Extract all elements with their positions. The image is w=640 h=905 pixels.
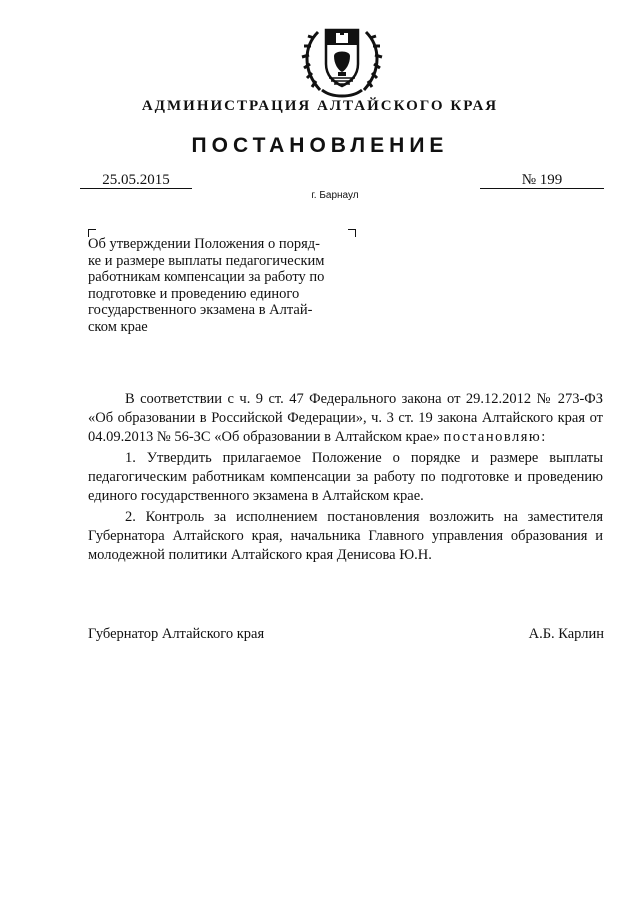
signer-role: Губернатор Алтайского края xyxy=(88,626,265,642)
subject-line: Об утверждении Положения о поряд- xyxy=(88,236,320,252)
document-number: № 199 xyxy=(480,172,604,189)
preamble-paragraph xyxy=(88,390,603,447)
item-1-paragraph: 1. Утвердить прилагаемое Положение о порядке и размере выплаты педагогическим работникам компенсации за работу по подготовке и проведению единого государственного экзамена в Алтайском крае. xyxy=(88,450,603,504)
subject-bracket-right xyxy=(348,229,356,237)
subject-line: подготовке и проведению единого xyxy=(88,285,300,302)
item-2-paragraph: 2. Контроль за исполнением постановления возложить на заместителя Губернатора Алтайского края, начальника Главного управления образования и молодежной политики Алтайского края Денисова Ю.Н. xyxy=(88,509,603,563)
signer-name: А.Б. Карлин xyxy=(528,626,604,642)
subject-line: государственного экзамена в Алтай- xyxy=(88,302,313,318)
preamble-text: В соответствии с ч. 9 ст. 47 Федерального закона от 29.12.2012 № 273-ФЗ «Об образовании в Российской Федерации», ч. 3 ст. 19 закона Алтайского края от 04.09.2013 № 56-ЗС «Об образовании в Алтайском крае» xyxy=(88,391,603,445)
subject-line: ском крае xyxy=(88,318,148,335)
document-type: ПОСТАНОВЛЕНИЕ xyxy=(191,134,449,157)
city-label: г. Барнаул xyxy=(311,190,359,201)
organization-title: АДМИНИСТРАЦИЯ АЛТАЙСКОГО КРАЯ xyxy=(141,98,499,114)
document-body xyxy=(88,390,603,565)
document-subject xyxy=(88,236,346,335)
subject-line: ке и размере выплаты педагогическим xyxy=(88,252,325,269)
coat-of-arms-icon xyxy=(296,18,388,102)
document-date: 25.05.2015 xyxy=(80,172,192,189)
subject-line: работникам компенсации за работу по xyxy=(88,269,325,285)
decree-word: постановляю: xyxy=(443,429,547,445)
